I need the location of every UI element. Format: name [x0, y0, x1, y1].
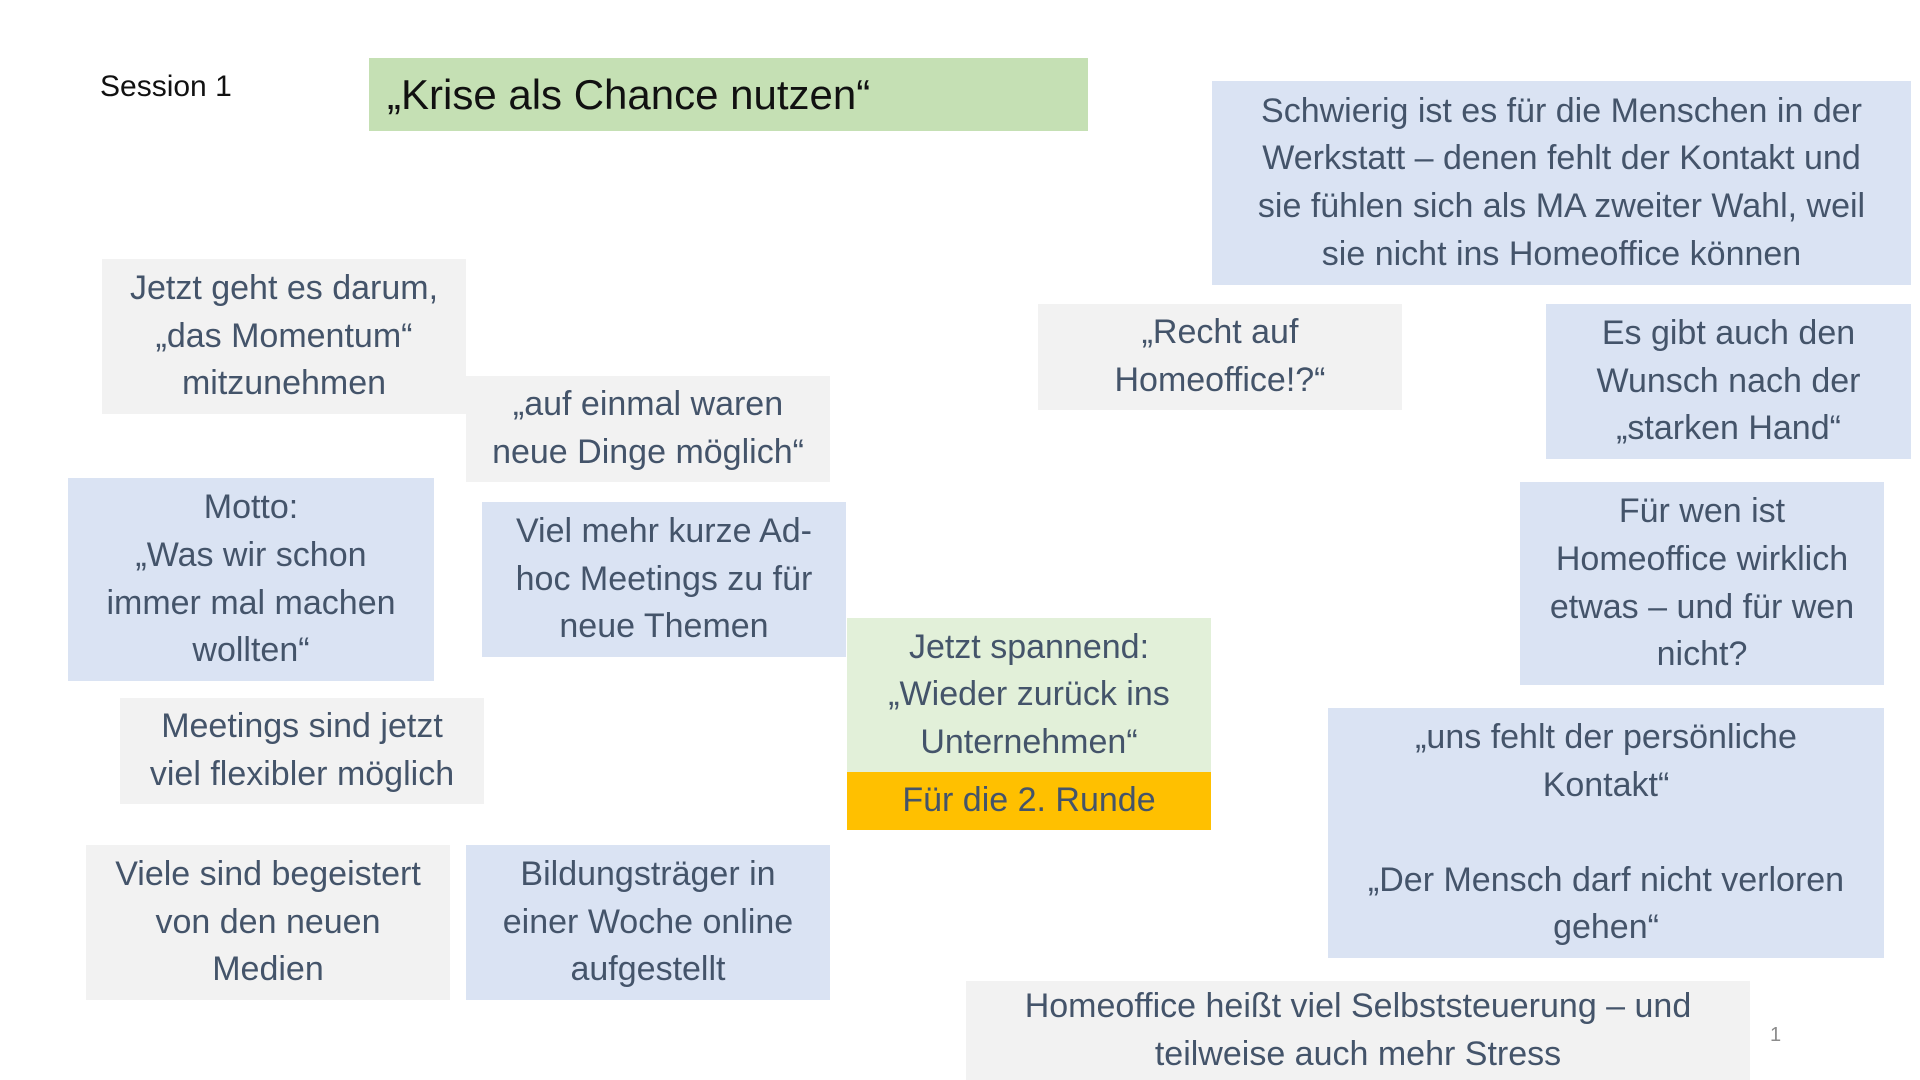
note-starke-hand: Es gibt auch den Wunsch nach der „starken Hand“ [1546, 304, 1911, 459]
note-motto: Motto: „Was wir schon immer mal machen wollten“ [68, 478, 434, 681]
note-neue-dinge: „auf einmal waren neue Dinge möglich“ [466, 376, 830, 482]
page-number: 1 [1770, 1024, 1782, 1046]
note-begeistert: Viele sind begeistert von den neuen Medien [86, 845, 450, 1000]
note-fuer-wen: Für wen ist Homeoffice wirklich etwas – und für wen nicht? [1520, 482, 1884, 685]
note-zweite-runde: Für die 2. Runde [847, 772, 1211, 830]
note-werkstatt: Schwierig ist es für die Menschen in der Werkstatt – denen fehlt der Kontakt und sie fühlen sich als MA zweiter Wahl, weil sie nicht ins Homeoffice können [1212, 81, 1911, 285]
note-meetings-flexibel: Meetings sind jetzt viel flexibler möglich [120, 698, 484, 804]
note-persoenlicher-kontakt: „uns fehlt der persönliche Kontakt“ „Der Mensch darf nicht verloren gehen“ [1328, 708, 1884, 958]
note-wieder-zurueck: Jetzt spannend: „Wieder zurück ins Unternehmen“ [847, 618, 1211, 772]
session-label: Session 1 [100, 70, 232, 103]
slide-title: „Krise als Chance nutzen“ [369, 58, 1088, 131]
note-adhoc-meetings: Viel mehr kurze Ad- hoc Meetings zu für neue Themen [482, 502, 846, 657]
note-bildungstraeger: Bildungsträger in einer Woche online aufgestellt [466, 845, 830, 1000]
note-momentum: Jetzt geht es darum, „das Momentum“ mitzunehmen [102, 259, 466, 414]
note-selbststeuerung: Homeoffice heißt viel Selbststeuerung – und teilweise auch mehr Stress [966, 981, 1750, 1080]
note-recht-homeoffice: „Recht auf Homeoffice!?“ [1038, 304, 1402, 410]
